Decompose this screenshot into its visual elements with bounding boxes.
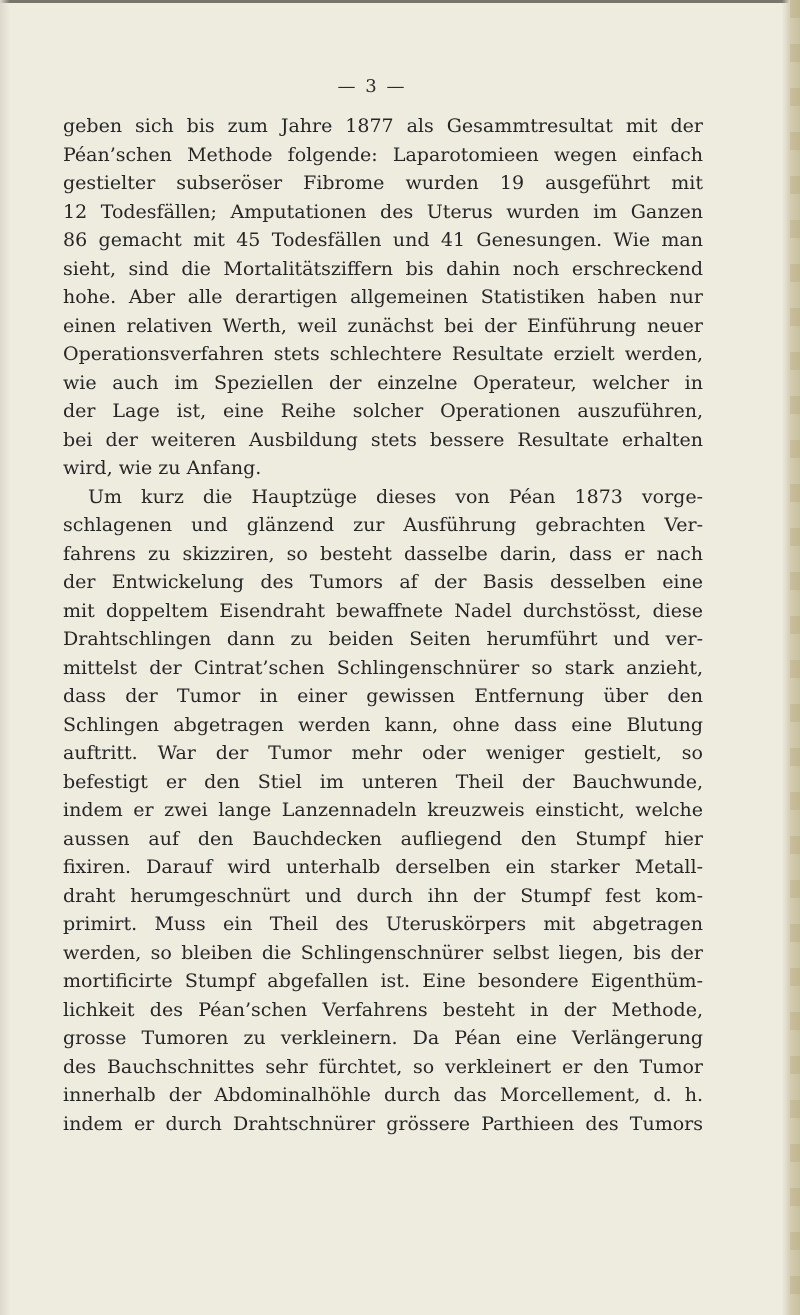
text-line: gestielter subseröser Fibrome wurden 19 ausgeführt mit bbox=[63, 172, 703, 194]
text-line: des Bauchschnittes sehr fürchtet, so verkleinert er den Tumor bbox=[63, 1055, 703, 1078]
text-line: werden, so bleiben die Schlingenschnürer selbst liegen, bis der bbox=[63, 941, 703, 964]
text-line: Schlingen abgetragen werden kann, ohne dass eine Blutung bbox=[63, 713, 703, 736]
text-line: dass der Tumor in einer gewissen Entfernung über den bbox=[63, 685, 703, 707]
text-line: innerhalb der Abdominalhöhle durch das Morcellement, d. h. bbox=[63, 1084, 703, 1106]
text-line: Péan’schen Methode folgende: Laparotomieen wegen einfach bbox=[63, 143, 703, 166]
text-line: fixiren. Darauf wird unterhalb derselben ein starker Metall- bbox=[63, 856, 703, 878]
text-line: primirt. Muss ein Theil des Uteruskörpers mit abgetragen bbox=[63, 913, 703, 935]
text-line: 12 Todesfällen; Amputationen des Uterus wurden im Ganzen bbox=[63, 200, 703, 223]
text-line: wie auch im Speziellen der einzelne Operateur, welcher in bbox=[63, 371, 703, 394]
text-line: befestigt er den Stiel im unteren Theil der Bauchwunde, bbox=[63, 770, 703, 793]
text-line: fahrens zu skizziren, so besteht dasselbe darin, dass er nach bbox=[63, 542, 703, 565]
text-line: grosse Tumoren zu verkleinern. Da Péan eine Verlängerung bbox=[63, 1027, 703, 1049]
text-line: Operationsverfahren stets schlechtere Resultate erzielt werden, bbox=[63, 343, 703, 365]
text-line: der Lage ist, eine Reihe solcher Operationen auszuführen, bbox=[63, 400, 703, 422]
text-line: einen relativen Werth, weil zunächst bei der Einführung neuer bbox=[63, 314, 703, 337]
paragraph-end-line: wird, wie zu Anfang. bbox=[63, 457, 262, 479]
top-border bbox=[0, 0, 800, 3]
text-line: geben sich bis zum Jahre 1877 als Gesammtresultat mit der bbox=[63, 115, 703, 137]
text-line: lichkeit des Péan’schen Verfahrens besteht in der Methode, bbox=[63, 998, 703, 1021]
text-line: mortificirte Stumpf abgefallen ist. Eine besondere Eigenthüm- bbox=[63, 970, 703, 992]
left-page-shadow bbox=[0, 0, 10, 1315]
text-line: bei der weiteren Ausbildung stets bessere Resultate erhalten bbox=[63, 428, 703, 451]
body-text bbox=[63, 112, 703, 1138]
text-line: Drahtschlingen dann zu beiden Seiten herumführt und ver- bbox=[63, 628, 703, 650]
text-line: mittelst der Cintrat’schen Schlingenschnürer so stark anzieht, bbox=[63, 656, 703, 679]
page-number: — 3 — bbox=[337, 76, 407, 97]
text-line: schlagenen und glänzend zur Ausführung gebrachten Ver- bbox=[63, 514, 703, 536]
text-line: mit doppeltem Eisendraht bewaffnete Nadel durchstösst, diese bbox=[63, 599, 703, 622]
text-line: der Entwickelung des Tumors af der Basis desselben eine bbox=[63, 571, 703, 593]
text-line: aussen auf den Bauchdecken aufliegend den Stumpf hier bbox=[63, 827, 703, 850]
text-line: auftritt. War der Tumor mehr oder weniger gestielt, so bbox=[63, 742, 703, 764]
text-line: hohe. Aber alle derartigen allgemeinen Statistiken haben nur bbox=[63, 286, 703, 308]
paragraph-start-line: Um kurz die Hauptzüge dieses von Péan 1873 vorge- bbox=[88, 485, 703, 508]
text-line: draht herumgeschnürt und durch ihn der Stumpf fest kom- bbox=[63, 884, 703, 907]
text-line: indem er durch Drahtschnürer grössere Parthieen des Tumors bbox=[63, 1112, 703, 1135]
text-line: sieht, sind die Mortalitätsziffern bis dahin noch erschreckend bbox=[63, 257, 703, 280]
text-line: 86 gemacht mit 45 Todesfällen und 41 Genesungen. Wie man bbox=[63, 229, 703, 251]
text-line: indem er zwei lange Lanzennadeln kreuzweis einsticht, welche bbox=[63, 799, 703, 821]
right-edge-stain bbox=[790, 0, 800, 1315]
